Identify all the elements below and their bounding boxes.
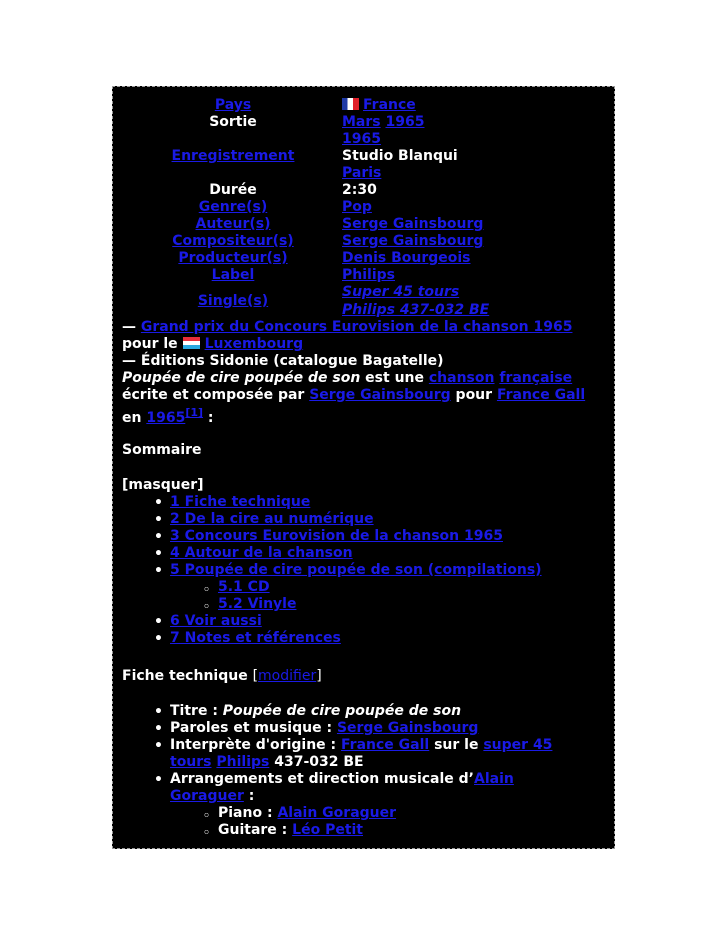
toc-item-5-2[interactable]: 5.2 Vinyle xyxy=(218,596,297,612)
article-panel xyxy=(112,86,615,849)
link-1965-intro[interactable]: 1965 xyxy=(146,410,186,426)
link-1965[interactable]: 1965 xyxy=(385,114,425,130)
link-chanson[interactable]: chanson xyxy=(428,370,495,386)
intro-paragraph-line3 xyxy=(122,404,214,427)
bullet: • xyxy=(154,721,163,737)
fiche-interprete-line2 xyxy=(170,754,364,771)
label: Titre : xyxy=(170,703,223,719)
infobox-value-pays[interactable] xyxy=(342,97,416,114)
link-paris[interactable]: Paris xyxy=(342,165,382,181)
link-goraguer[interactable]: Goraguer xyxy=(170,788,244,804)
toc-item-7[interactable]: 7 Notes et références xyxy=(170,630,341,646)
dash: — xyxy=(122,319,141,335)
intro-line-eurovision xyxy=(122,319,572,336)
link-mars[interactable]: Mars xyxy=(342,114,381,130)
label: Interprète d'origine : xyxy=(170,737,342,753)
toc-title: Sommaire xyxy=(122,442,202,458)
fiche-piano xyxy=(218,805,396,822)
link-compositeur-gainsbourg[interactable]: Serge Gainsbourg xyxy=(342,233,484,249)
reference-1[interactable]: [1] xyxy=(185,406,204,419)
bullet: • xyxy=(154,512,163,528)
toc-item-3[interactable]: 3 Concours Eurovision de la chanson 1965 xyxy=(170,528,503,544)
value: Poupée de cire poupée de son xyxy=(222,703,462,719)
bullet: • xyxy=(154,614,163,630)
link-super-45-tours[interactable]: Super 45 tours xyxy=(342,284,460,300)
infobox-value-studio: Studio Blanqui xyxy=(342,148,458,164)
link-tours[interactable]: tours xyxy=(170,754,212,770)
bracket: [ xyxy=(252,668,259,684)
link-france-gall[interactable]: France Gall xyxy=(496,387,586,403)
infobox-label-single[interactable]: Single(s) xyxy=(197,293,269,309)
link-alain-goraguer[interactable]: Alain Goraguer xyxy=(277,805,397,821)
link-auteur-gainsbourg[interactable]: Serge Gainsbourg xyxy=(342,216,484,232)
bullet: • xyxy=(154,738,163,754)
text-pour-le: pour le xyxy=(122,336,183,352)
text: écrite et composée par xyxy=(122,387,310,403)
toc-item-1[interactable]: 1 Fiche technique xyxy=(170,494,311,510)
link-serge-gainsbourg-fiche[interactable]: Serge Gainsbourg xyxy=(336,720,479,736)
text: 437-032 BE xyxy=(269,754,364,770)
infobox-label-producteur[interactable]: Producteur(s) xyxy=(178,250,288,266)
bullet: • xyxy=(154,631,163,647)
text: en xyxy=(122,410,147,426)
toc-toggle[interactable]: [masquer] xyxy=(122,477,204,493)
link-philips-fiche[interactable]: Philips xyxy=(216,754,270,770)
infobox-label-genre[interactable]: Genre(s) xyxy=(198,199,268,215)
infobox-value-sortie xyxy=(342,114,424,131)
sub-bullet: ◦ xyxy=(203,583,211,596)
label: Paroles et musique : xyxy=(170,720,337,736)
fiche-paroles xyxy=(170,720,478,737)
heading-text: Fiche technique xyxy=(122,668,248,684)
text: : xyxy=(203,410,214,426)
label: Guitare : xyxy=(218,822,293,838)
link-philips[interactable]: Philips xyxy=(342,267,395,283)
intro-line-editions: — Éditions Sidonie (catalogue Bagatelle) xyxy=(122,353,444,369)
sub-bullet: ◦ xyxy=(203,826,211,839)
bullet: • xyxy=(154,495,163,511)
link-alain[interactable]: Alain xyxy=(474,771,514,787)
text: sur le xyxy=(429,737,484,753)
fiche-arrangements xyxy=(170,771,514,788)
link-1965-year[interactable]: 1965 xyxy=(342,131,381,147)
infobox-label-sortie: Sortie xyxy=(209,114,257,130)
text: : xyxy=(243,788,255,804)
bullet: • xyxy=(154,563,163,579)
toc-item-6[interactable]: 6 Voir aussi xyxy=(170,613,262,629)
intro-line-luxembourg xyxy=(122,336,303,353)
link-philips-437[interactable]: Philips 437-032 BE xyxy=(342,302,490,318)
bullet: • xyxy=(154,529,163,545)
link-super-45[interactable]: super 45 xyxy=(483,737,553,753)
edit-link[interactable]: modifier xyxy=(258,668,317,684)
infobox-label-compositeur[interactable]: Compositeur(s) xyxy=(172,233,294,249)
sub-bullet: ◦ xyxy=(203,809,211,822)
link-pop[interactable]: Pop xyxy=(342,199,372,215)
infobox-label-enregistrement[interactable]: Enregistrement xyxy=(171,148,295,164)
intro-paragraph-line2 xyxy=(122,387,585,404)
infobox-label-duree: Durée xyxy=(209,182,257,198)
bullet: • xyxy=(154,546,163,562)
song-title: Poupée de cire poupée de son xyxy=(122,370,361,386)
fiche-guitare xyxy=(218,822,363,839)
sub-bullet: ◦ xyxy=(203,600,211,613)
link-luxembourg[interactable]: Luxembourg xyxy=(204,336,304,352)
bracket: ] xyxy=(316,668,322,684)
fiche-arrangements-line2 xyxy=(170,788,254,805)
fiche-titre xyxy=(170,703,461,720)
fiche-interprete xyxy=(170,737,552,754)
infobox-label-pays[interactable]: Pays xyxy=(214,97,252,113)
infobox-value-duree: 2:30 xyxy=(342,182,377,198)
label: Arrangements et direction musicale d’ xyxy=(170,771,474,787)
france-flag-icon xyxy=(342,98,359,110)
toc-item-5[interactable]: 5 Poupée de cire poupée de son (compilations) xyxy=(170,562,542,578)
infobox-label-auteur[interactable]: Auteur(s) xyxy=(195,216,271,232)
link-grand-prix[interactable]: Grand prix du Concours Eurovision de la chanson 1965 xyxy=(140,319,573,335)
infobox-label-label[interactable]: Label xyxy=(211,267,255,283)
link-denis-bourgeois[interactable]: Denis Bourgeois xyxy=(342,250,471,266)
luxembourg-flag-icon xyxy=(183,337,200,349)
link-francaise[interactable]: française xyxy=(499,370,573,386)
bullet: • xyxy=(154,704,163,720)
toc-item-5-1[interactable]: 5.1 CD xyxy=(218,579,270,595)
intro-paragraph-line1 xyxy=(122,370,572,387)
label: Piano : xyxy=(218,805,278,821)
text: est une xyxy=(360,370,429,386)
text: pour xyxy=(450,387,497,403)
toc-item-4[interactable]: 4 Autour de la chanson xyxy=(170,545,353,561)
link-serge-gainsbourg[interactable]: Serge Gainsbourg xyxy=(309,387,451,403)
bullet: • xyxy=(154,772,163,788)
link-france[interactable]: France xyxy=(363,97,416,113)
section-heading-fiche xyxy=(122,668,322,685)
toc-item-2[interactable]: 2 De la cire au numérique xyxy=(170,511,374,527)
link-france-gall-fiche[interactable]: France Gall xyxy=(341,737,430,753)
link-leo-petit[interactable]: Léo Petit xyxy=(292,822,364,838)
